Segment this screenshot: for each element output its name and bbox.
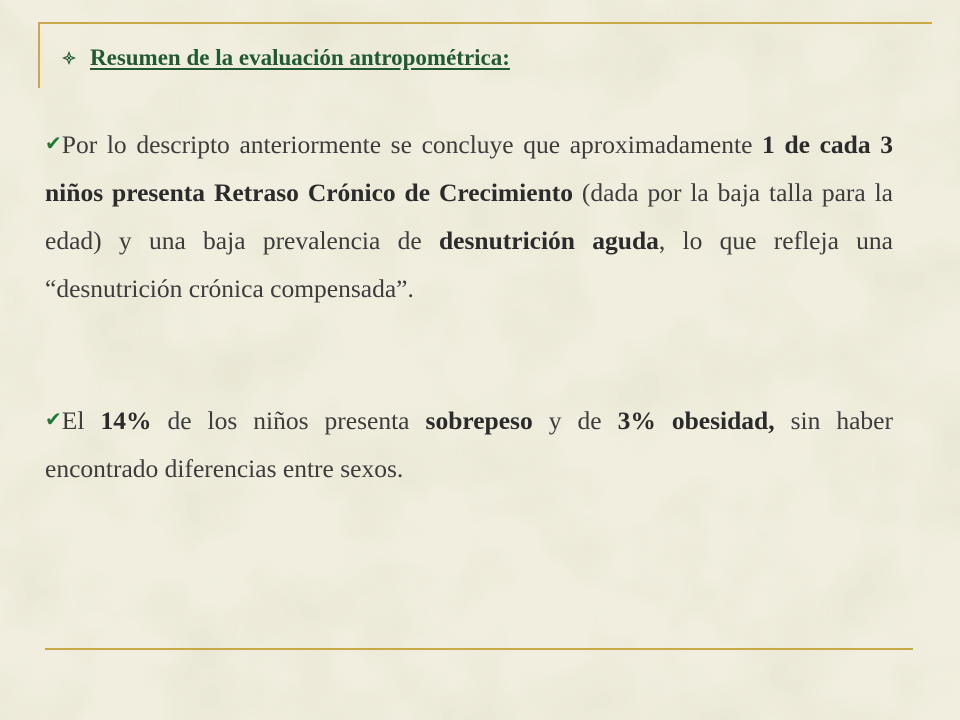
left-divider-line <box>38 22 40 88</box>
summary-paragraph-2: ✔El 14% de los niños presenta sobrepeso y de 3% obesidad, sin haber encontrado diferencias entre sexos. <box>45 406 893 483</box>
section-heading <box>62 42 510 74</box>
diamond-bullet-icon <box>62 51 76 65</box>
page-title: Resumen de la evaluación antropométrica: <box>90 45 510 70</box>
top-divider-line <box>38 22 932 24</box>
summary-paragraph-1: ✔Por lo descripto anteriormente se concluye que aproximadamente 1 de cada 3 niños presenta Retraso Crónico de Crecimiento (dada por la baja talla para la edad) y una baja prevalencia de desnutrición aguda, lo que refleja una “desnutrición crónica compensada”. <box>45 130 893 303</box>
checkmark-icon: ✔ <box>45 407 62 431</box>
bottom-divider-line <box>45 648 913 650</box>
checkmark-icon: ✔ <box>45 131 62 155</box>
